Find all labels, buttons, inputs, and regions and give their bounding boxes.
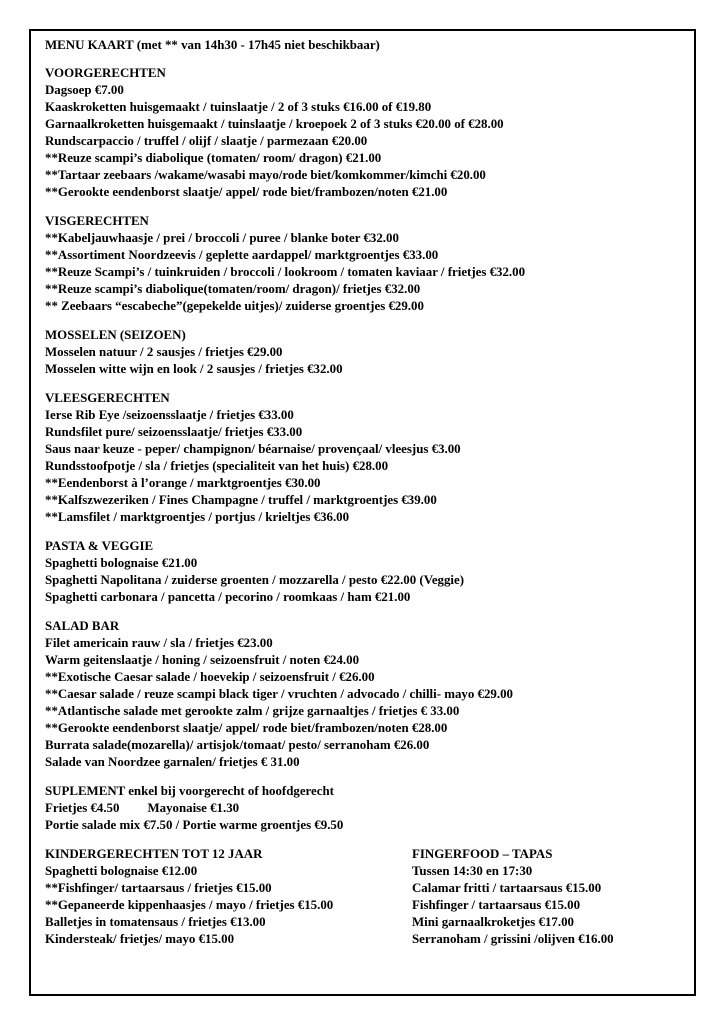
section-heading: FINGERFOOD – TAPAS	[412, 847, 553, 861]
menu-item: Mosselen witte wijn en look / 2 sausjes / frietjes €32.00	[45, 362, 343, 376]
menu-item: Dagsoep €7.00	[45, 83, 124, 97]
menu-item: **Fishfinger/ tartaarsaus / frietjes €15.00	[45, 881, 272, 895]
menu-item: Calamar fritti / tartaarsaus €15.00	[412, 881, 602, 895]
section-heading: SUPLEMENT enkel bij voorgerecht of hoofdgerecht	[45, 784, 334, 798]
menu-item: ** Zeebaars “escabeche”(gepekelde uitjes)/ zuiderse groentjes €29.00	[45, 299, 424, 313]
menu-item: Serranoham / grissini /olijven €16.00	[412, 932, 614, 946]
menu-item: **Lamsfilet / marktgroentjes / portjus / krieltjes €36.00	[45, 510, 350, 524]
section-suplement	[45, 783, 705, 834]
menu-item: **Kalfszwezeriken / Fines Champagne / truffel / marktgroentjes €39.00	[45, 493, 437, 507]
section-fingerfood	[412, 846, 692, 948]
menu-item: Garnaalkroketten huisgemaakt / tuinslaatje / kroepoek 2 of 3 stuks €20.00 of €28.00	[45, 117, 504, 131]
section-voorgerechten	[45, 65, 705, 201]
menu-item: Rundsfilet pure/ seizoensslaatje/ frietjes €33.00	[45, 425, 303, 439]
menu-item: Salade van Noordzee garnalen/ frietjes € 31.00	[45, 755, 300, 769]
suplement-mayonaise: Mayonaise €1.30	[147, 801, 240, 815]
section-kindergerechten	[45, 846, 412, 948]
section-heading: MOSSELEN (SEIZOEN)	[45, 328, 186, 342]
menu-item: Spaghetti bolognaise €21.00	[45, 556, 198, 570]
menu-item: **Atlantische salade met gerookte zalm / grijze garnaaltjes / frietjes € 33.00	[45, 704, 460, 718]
menu-item: Ierse Rib Eye /seizoensslaatje / frietjes €33.00	[45, 408, 294, 422]
menu-item: **Kabeljauwhaasje / prei / broccoli / puree / blanke boter €32.00	[45, 231, 399, 245]
menu-item: **Gerookte eendenborst slaatje/ appel/ rode biet/frambozen/noten €28.00	[45, 721, 448, 735]
menu-content	[45, 37, 705, 948]
section-vleesgerechten	[45, 390, 705, 526]
menu-title: MENU KAART (met ** van 14h30 - 17h45 niet beschikbaar)	[45, 38, 380, 52]
menu-item: Burrata salade(mozarella)/ artisjok/tomaat/ pesto/ serranoham €26.00	[45, 738, 430, 752]
bottom-columns	[45, 846, 705, 948]
menu-item: Filet americain rauw / sla / frietjes €23.00	[45, 636, 273, 650]
menu-item: Saus naar keuze - peper/ champignon/ béarnaise/ provençaal/ vleesjus €3.00	[45, 442, 461, 456]
section-mosselen	[45, 327, 705, 378]
menu-item: **Gepaneerde kippenhaasjes / mayo / frietjes €15.00	[45, 898, 334, 912]
menu-item: **Reuze Scampi’s / tuinkruiden / broccoli / lookroom / tomaten kaviaar / frietjes €32.00	[45, 265, 526, 279]
section-pasta-veggie	[45, 538, 705, 606]
menu-item: **Tartaar zeebaars /wakame/wasabi mayo/rode biet/komkommer/kimchi €20.00	[45, 168, 486, 182]
section-visgerechten	[45, 213, 705, 315]
section-heading: PASTA & VEGGIE	[45, 539, 154, 553]
menu-item: Tussen 14:30 en 17:30	[412, 864, 533, 878]
section-heading: SALAD BAR	[45, 619, 120, 633]
section-heading: VOORGERECHTEN	[45, 66, 166, 80]
menu-item: Portie salade mix €7.50 / Portie warme groentjes €9.50	[45, 818, 344, 832]
menu-item: **Caesar salade / reuze scampi black tiger / vruchten / advocado / chilli- mayo €29.00	[45, 687, 513, 701]
menu-item: **Assortiment Noordzeevis / geplette aardappel/ marktgroentjes €33.00	[45, 248, 439, 262]
menu-item: Fishfinger / tartaarsaus €15.00	[412, 898, 581, 912]
menu-item	[45, 800, 705, 817]
menu-item: **Reuze scampi’s diabolique(tomaten/room/ dragon)/ frietjes €32.00	[45, 282, 421, 296]
menu-item: Rundsstoofpotje / sla / frietjes (specialiteit van het huis) €28.00	[45, 459, 389, 473]
menu-item: **Eendenborst à l’orange / marktgroentjes €30.00	[45, 476, 321, 490]
menu-item: Spaghetti carbonara / pancetta / pecorino / roomkaas / ham €21.00	[45, 590, 411, 604]
section-heading: VISGERECHTEN	[45, 214, 149, 228]
section-heading: KINDERGERECHTEN TOT 12 JAAR	[45, 847, 263, 861]
menu-item: Warm geitenslaatje / honing / seizoensfruit / noten €24.00	[45, 653, 360, 667]
suplement-frietjes: Frietjes €4.50	[45, 801, 120, 815]
menu-item: **Exotische Caesar salade / hoevekip / seizoensfruit / €26.00	[45, 670, 375, 684]
menu-item: Spaghetti bolognaise €12.00	[45, 864, 198, 878]
menu-item: **Gerookte eendenborst slaatje/ appel/ rode biet/frambozen/noten €21.00	[45, 185, 448, 199]
section-heading: VLEESGERECHTEN	[45, 391, 170, 405]
menu-item: Spaghetti Napolitana / zuiderse groenten / mozzarella / pesto €22.00 (Veggie)	[45, 573, 465, 587]
menu-item: Kindersteak/ frietjes/ mayo €15.00	[45, 932, 235, 946]
section-salad-bar	[45, 618, 705, 771]
menu-item: Balletjes in tomatensaus / frietjes €13.00	[45, 915, 266, 929]
menu-item: Mini garnaalkroketjes €17.00	[412, 915, 574, 929]
menu-item: Kaaskroketten huisgemaakt / tuinslaatje / 2 of 3 stuks €16.00 of €19.80	[45, 100, 432, 114]
menu-item: Rundscarpaccio / truffel / olijf / slaatje / parmezaan €20.00	[45, 134, 368, 148]
menu-item: Mosselen natuur / 2 sausjes / frietjes €29.00	[45, 345, 283, 359]
menu-item: **Reuze scampi’s diabolique (tomaten/ room/ dragon) €21.00	[45, 151, 382, 165]
